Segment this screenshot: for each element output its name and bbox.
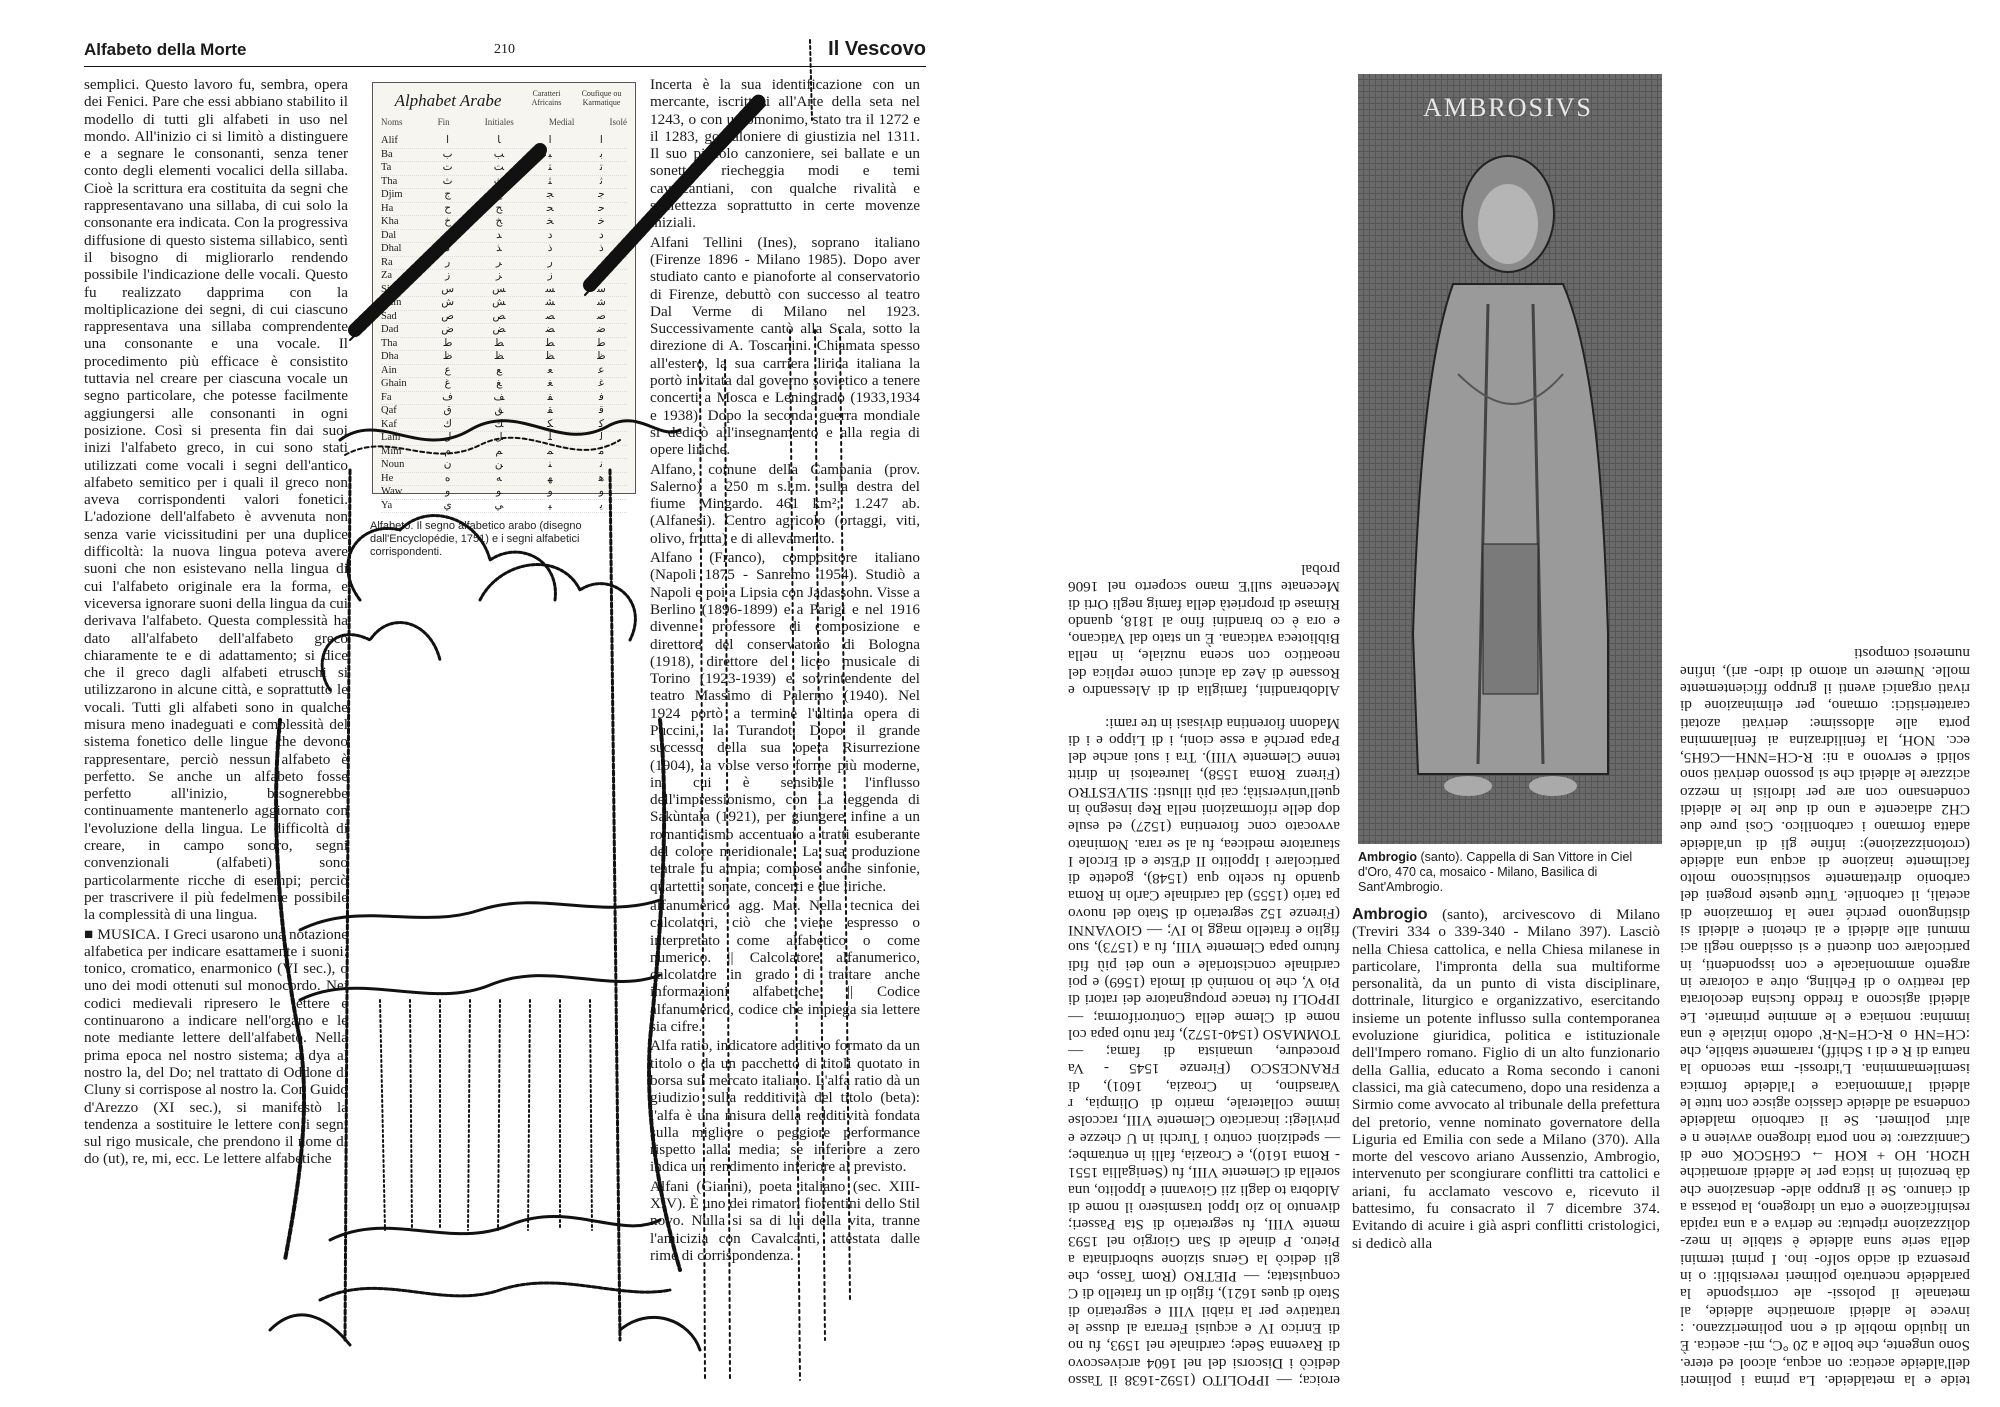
saint-feet: [1529, 776, 1577, 796]
page-number: 210: [494, 42, 515, 57]
letter-glyph: ﻂ: [493, 337, 504, 349]
paragraph: teide e la metaldeide. La prima i polimeri dell'aldeide acetica: on acqua, alcool ed etere. Sono ungente, che bolle a 20 °C, mi- acetica. È un liquido mobile di e non polimerizzano. : invece le aldeidi aromatiche aldeide, al metanale il polossi- ale corrisponde la paraldeide ncentrato polimeri reversibili: o in presenza di acido solfo- ino. I primi termini della serie suna aldeide è stabile in mez- dolizzazione ripetuta: ne deriva e a una rapida resinificazione e orta un idrogeno, la potassa a di cianuro. Se il gruppo alde- densazione che dà benzoini in istica per le aldeidi aromatiche H2OH. HO + KOH → C6H5COK one di Cannizzaro: te non porta idrogeno avviene n e altri polimeri. Se il carbonio maldeide condensa ad aldeide classico agisce con tutte le aldeidi l'ammoniaca e l'aldeide formica isemilemammina. L'idrossi- rma secondo la natura di R e di ı Schiff), raramente stabile, che :CH=NH o R-CH=N-R' odotto iniziale è una immina: nomiaca e le ammine primarie. Le aldeidi agiscono a freddo fucsina decolorata dal reattivo o di Fehling, oltre a colorare in argento ammoniacale e con isspondenti, in particolare con ducenti e si ossidano negli aci mmuni alle aldeidi e ai chetoni e aldeidi si distinguono perché rane la formazione di acetali, il carbonile. Tutte queste progeni del carbonio direttamente sostituiscono molto facilmente inazione di acqua una aldeide (crotonizzazione): infine gli di un'aldeide adatta formano i carbonilico. Così pure due CH2 adiacente a uno di due lre le aldeidi condensano con are per idrolisi in mezzo acizzare le aldeidi che si possono derivati sono solidi e servono a ni: R-CH=NNH—C6H5, ecc. NOH, la fenilidrazina ai fenilammina porta alle aldossime: derivati azotati caratteristici: ormano, per eliminazione di rivati organici aventi il gruppo fficientemente molle. Numere un atomo di idro- ari), infine numerosi composti: [1680, 645, 1970, 1389]
upside-down-column-left: [1068, 74, 1340, 1404]
plate-title: Alphabet Arabe: [394, 91, 502, 110]
letter-glyph: ﻐ: [547, 378, 553, 389]
letter-glyph: ﻏ: [598, 378, 605, 389]
plate-row: [381, 270, 627, 284]
letter-glyph: ﻛ: [598, 418, 604, 430]
letter-glyph: ل: [443, 432, 452, 443]
text-column-2: [650, 76, 920, 1366]
letter-glyph: ﺶ: [492, 297, 506, 308]
letter-glyph: ﺠ: [546, 189, 554, 200]
letter-glyph: ﺎ: [497, 135, 501, 146]
header-rule: [84, 66, 926, 67]
letter-glyph: د: [547, 229, 553, 241]
letter-name: Dhal: [381, 243, 402, 254]
letter-glyph: ﻣ: [598, 445, 605, 457]
letter-glyph: ﺴ: [545, 283, 555, 295]
letter-glyph: ع: [444, 364, 451, 376]
letter-name: Dal: [381, 229, 397, 241]
letter-glyph: ر: [445, 256, 451, 268]
letter-glyph: ﻈ: [545, 351, 555, 362]
plate-row: [381, 473, 627, 487]
letter-glyph: ت: [442, 162, 453, 173]
letter-glyph: ﻇ: [597, 351, 606, 362]
letter-glyph: ﺳ: [596, 283, 606, 295]
doodle-stroke: [330, 1216, 660, 1240]
plate-row: [381, 459, 627, 473]
plate-col-head: Medial: [548, 117, 575, 127]
letter-glyph: ﻆ: [493, 351, 504, 362]
letter-glyph: ﻟ: [599, 432, 603, 443]
letter-glyph: ﻎ: [496, 378, 502, 389]
letter-glyph: ﺧ: [598, 216, 605, 227]
plate-row: [381, 365, 627, 379]
letter-glyph: ﺻ: [596, 310, 606, 322]
letter-name: He: [381, 472, 394, 484]
letter-glyph: ض: [441, 324, 454, 335]
letter-glyph: ﺘ: [548, 162, 552, 173]
plate-row: [381, 257, 627, 271]
ambrogio-entry: [1352, 906, 1660, 1406]
letter-glyph: ﻫ: [598, 472, 605, 484]
upside-down-column-right: [1680, 74, 1970, 1404]
letter-name: Sad: [381, 310, 397, 322]
letter-glyph: ﺒ: [548, 148, 552, 160]
plate-row: [381, 297, 627, 311]
photo-caption: [1358, 850, 1662, 895]
plate-row: [381, 243, 627, 257]
caption-bold: Ambrogio: [1358, 850, 1418, 864]
paragraph: Alfano, comune della Campania (prov. Salerno) a 250 m s.l.m. sulla destra del fiume Mingardo. 461 km²; 1.247 ab. (Alfanesi). Centro agricolo (ortaggi, viti, olivo, frutta) e di allevamento.: [650, 460, 920, 547]
plate-row: [381, 162, 627, 176]
letter-glyph: ﺰ: [495, 270, 502, 281]
letter-glyph: ﻊ: [496, 364, 502, 376]
doodle-stroke: [590, 1000, 592, 1230]
letter-name: Djim: [381, 189, 403, 200]
letter-glyph: ﺤ: [546, 202, 554, 214]
letter-glyph: ذ: [547, 243, 553, 254]
saint-book: [1483, 544, 1538, 694]
plate-row: [381, 392, 627, 406]
letter-glyph: ﻮ: [496, 486, 502, 497]
letter-glyph: ﺨ: [546, 216, 554, 227]
running-head: [84, 40, 926, 68]
letter-glyph: ﻲ: [494, 499, 504, 511]
ambrogio-mosaic-photo: [1358, 74, 1662, 844]
letter-glyph: ح: [444, 202, 452, 214]
letter-glyph: ﻞ: [494, 432, 503, 443]
plate-col-head: Isolé: [609, 117, 627, 127]
letter-name: Kaf: [381, 418, 397, 430]
letter-glyph: ﺸ: [545, 297, 555, 308]
letter-glyph: ﺜ: [548, 175, 552, 187]
letter-glyph: ز: [547, 270, 553, 281]
letter-glyph: ﺮ: [495, 256, 502, 268]
letter-glyph: ﻢ: [495, 445, 503, 457]
letter-glyph: ﺛ: [599, 175, 603, 187]
letter-glyph: ﺢ: [495, 202, 503, 214]
letter-name: Mim: [381, 445, 402, 457]
letter-name: Chin: [381, 297, 402, 308]
paragraph: ■ MUSICA. I Greci usarono una notazione alfabetica per indicare esattamente i suoni: tonico, cromatico, enarmonico (VI sec.), o uno dei modi ottenuti sul monocordo. Nei codici medievali ripresero le lettere e continuarono a indicare nell'organo e le note mediante lettere dell'alfabeto. Nella prima epoca nel nostro sistema; a dya al nostro la, del Do; nel trattato di Oddone di Cluny si corrispose al nostro la. Con Guido d'Arezzo (XI sec.), si manifestò la tendenza a sostituire le lettere con i segni sul rigo musicale, che prendono il nome di do (ut), re, mi, ecc. Le lettere alfabetiche: [84, 925, 348, 1168]
plate-caption: Alfabeto. Il segno alfabetico arabo (disegno dall'Encyclopédie, 1751) e i segni alfabetici corrispondenti.: [370, 520, 582, 558]
letter-glyph: ﻘ: [547, 405, 553, 416]
letter-glyph: ن: [443, 459, 452, 470]
letter-glyph: ﺿ: [596, 324, 606, 335]
doodle-stroke: [380, 1000, 385, 1230]
letter-glyph: ﺣ: [598, 202, 605, 214]
letter-glyph: د: [599, 229, 604, 241]
mosaic-illustration: [1358, 74, 1662, 844]
letter-glyph: ﺗ: [599, 162, 603, 173]
letter-glyph: ز: [445, 270, 451, 281]
letter-glyph: ذ: [445, 243, 450, 254]
letter-glyph: م: [444, 445, 451, 457]
letter-name: Qaf: [381, 405, 397, 416]
letter-glyph: ﻴ: [548, 499, 552, 511]
letter-name: Sin: [381, 283, 396, 295]
letter-glyph: ﻦ: [494, 459, 503, 470]
plate-col-head: Noms: [381, 117, 403, 127]
letter-glyph: ﺞ: [495, 189, 503, 200]
plate-row: [381, 486, 627, 500]
plate-col-head: Initiales: [484, 117, 514, 127]
letter-name: Ra: [381, 256, 393, 268]
paragraph: Alfano (Franco), compositore italiano (Napoli 1875 - Sanremo 1954). Studiò a Napoli e poi a Lipsia con Jadassohn. Visse a Berlino (1896-1899) e a Parigi e nel 1916 divenne professore di composizione e direttore del conservatorio di Bologna (1918), direttore del liceo musicale di Torino (1923-1939) e sovrintendente del teatro Massimo di Palermo (1940). Nel 1924 portò a termine l'ultima opera di Puccini, la Turandot. Dopo il grande successo della sua opera Risurrezione (1904), la volse verso forme più moderne, in cui è sensibile l'influsso dell'impressionismo, con La leggenda di Sakùntala (1921), per giungere infine a un romanticismo accentuato a tratti esuberante del colore meridionale. La sua produzione teatrale fu ampia; compose anche sinfonie, quartetti, sonate, concerti e due liriche.: [650, 549, 920, 895]
doodle-stroke: [300, 975, 660, 1000]
plate-row: [381, 338, 627, 352]
plate-row: [381, 311, 627, 325]
letter-glyph: ر: [547, 256, 553, 268]
letter-glyph: ﺟ: [598, 189, 605, 200]
plate-row: [381, 149, 627, 163]
letter-glyph: و: [547, 486, 553, 497]
doodle-stroke: [498, 1000, 500, 1230]
letter-glyph: ر: [598, 256, 604, 268]
plate-side-heads: [523, 89, 633, 107]
letter-glyph: ص: [441, 310, 454, 322]
letter-name: Tha: [381, 175, 398, 187]
letter-glyph: ﺷ: [596, 297, 606, 308]
paragraph: Alfani Tellini (Ines), soprano italiano (Firenze 1896 - Milano 1985). Dopo aver studiato canto e pianoforte al conservatorio di Firenze, debuttò con successo al teatro Dal Verme di Milano nel 1923. Successivamente cantò alla Scala, sotto la direzione di A. Toscanini. Chiamata spesso all'estero, la sua carriera lirica italiana la portò invitata dal governo sovietico a tenere concerti a Mosca e Leningrado (1933,1934 e 1938). Dopo la seconda guerra mondiale si dedicò all'insegnamento e alla regia di opere liriche.: [650, 233, 920, 459]
letter-glyph: ﻠ: [548, 432, 552, 443]
letter-glyph: ذ: [599, 243, 604, 254]
plate-row: [381, 419, 627, 433]
plate-side-head: Caratteri Africains: [531, 89, 562, 107]
plate-row: [381, 284, 627, 298]
letter-glyph: ه: [444, 472, 451, 484]
doodle-stroke: [300, 900, 660, 930]
plate-rows: [381, 135, 627, 511]
letter-name: Ya: [381, 499, 393, 511]
plate-row: [381, 230, 627, 244]
letter-glyph: ﻬ: [547, 472, 553, 484]
plate-row: [381, 432, 627, 446]
letter-glyph: ﺖ: [493, 162, 505, 173]
doodle-stroke: [610, 470, 620, 1340]
letter-glyph: ﺦ: [495, 216, 503, 227]
letter-glyph: ا: [548, 135, 552, 146]
letter-glyph: ث: [442, 175, 453, 187]
letter-glyph: خ: [444, 216, 452, 227]
doodle-stroke: [468, 1000, 470, 1230]
left-page: [0, 0, 990, 1407]
plate-row: [381, 378, 627, 392]
letter-glyph: ﺲ: [492, 283, 506, 295]
plate-row: [381, 203, 627, 217]
plate-row: [381, 176, 627, 190]
paragraph: Aldobrandini, famiglia di di Alessandro e Rossane di Aez da alcuni come replica del neoattico con scena nuziale, in nella Biblioteca vaticana. È un stato dal Vaticano, e ora è co brandini fino al 1818, quando Rimase di proprietà della famig negli Orti di Mecenate sull'E mano scoperto nel 1606 probal: [1068, 560, 1340, 700]
letter-glyph: ﻜ: [547, 418, 554, 430]
plate-column-headers: [381, 117, 627, 127]
letter-glyph: ﻳ: [599, 499, 603, 511]
letter-glyph: و: [445, 486, 451, 497]
letter-glyph: ﻋ: [598, 364, 605, 376]
letter-glyph: غ: [444, 378, 451, 389]
letter-glyph: د: [445, 229, 450, 241]
letter-glyph: ﻌ: [547, 364, 553, 376]
letter-name: Fa: [381, 391, 392, 403]
letter-name: Waw: [381, 486, 403, 497]
letter-glyph: ا: [446, 135, 450, 146]
letter-glyph: ﺼ: [545, 310, 555, 322]
letter-glyph: ﻪ: [496, 472, 502, 484]
letter-glyph: ﻚ: [494, 418, 504, 430]
letter-glyph: ﺾ: [492, 324, 506, 335]
letter-glyph: ط: [442, 337, 453, 349]
letter-glyph: ﻒ: [493, 391, 505, 403]
plate-row: [381, 189, 627, 203]
letter-glyph: ﻃ: [597, 337, 606, 349]
letter-glyph: ﻤ: [547, 445, 554, 457]
saint-robe: [1413, 284, 1608, 774]
paragraph: alfanumèrico agg. Mat. Nella tecnica dei calcolatori, ciò che viene espresso o interpretato come alfabetico o come numerico. || Calcolatore alfanumerico, calcolatore in grado di trattare anche informazioni alfabetiche. || Codice alfanumerico, codice che impiega sia lettere sia cifre.: [650, 896, 920, 1036]
letter-glyph: س: [441, 283, 455, 295]
letter-name: Kha: [381, 216, 399, 227]
mosaic-inscription: AMBROSIVS: [1423, 93, 1593, 122]
letter-glyph: ﺬ: [496, 243, 502, 254]
letter-name: Lam: [381, 432, 401, 443]
doodle-stroke: [410, 1000, 412, 1230]
doodle-stroke: [528, 1000, 530, 1230]
letter-glyph: ي: [443, 499, 452, 511]
letter-glyph: ف: [442, 391, 454, 403]
letter-glyph: ا: [599, 135, 603, 146]
letter-name: Ba: [381, 148, 393, 160]
plate-col-head: Fin: [437, 117, 450, 127]
page-title: Alfabeto della Morte: [84, 40, 247, 59]
letter-name: Alif: [381, 135, 398, 146]
paragraph: eroica; — IPPOLITO (1592-1638 il Tasso dedicò i Discorsi del nel 1604 arcivescovo di Ravenna Sede; cardinale nel 1593, fu no di Enrico IV e acquisì Ferrara al dusse le trattative per la riabil VIII e segretario di Stato di ques 1621), figlio di un fratello di C conquistata; — PIETRO (Rom Tasso, che gli dedicò la Gerus sizione subordinata a Pietro. P dinale di San Giorgio nel 1593 mente VIII, fu segretario di Sta Passeri; divenuto lo zio Ippol trasmisero il nome di Aldobra to dagli zii Giovanni e Ippolito, una sorella di Clemente VIII, fu (Senigallia 1551 - Roma 1610), e Croazia, falli in entrambe; — spedizioni contro i Turchi in U chezze e privilegi: incaricato Clemente VIII, raccolse imme collaterale, marito di Olimpia, r Varasdino, in Croazia, 1601), di FRANCESCO (Firenze 1545 - Va procedure, umanista di fama; — TOMMASO (1540-1572), frat nuto papa col nome di Cleme della Controriforma; — IPPOLI fu tenace propugnatore dei ratori di Pio V, che lo nominò di Imola (1569) e poi cardinale concistoriale e uno dei più fidi futuro papa Clemente VIII, fu a (1573), suo figlio e fratello magg lo IV; — GIOVANNI (Firenze 152 segretario di Stato del nuovo pa tario (1555) dal cardinale Carlo in Roma quando fu scelto qua (1548), godette di particolare i Ippolito II d'Este e di Ercole I stauratore medicea, fu al se rara. Nominato avvocato conc fiorentina (1527) ed esule dop delle riformazioni nella Rep insegnò in quell'università; cai più illusti: SILVESTRO (Firenz Roma 1558), laureatosi in diritt tenne Clemente VIII). Tra i suoi anche del Papa perché a esse cioni, i di Lippo e i di Madonn fiorentina divisasi in tre rami:: [1068, 714, 1340, 1389]
letter-glyph: ﺺ: [492, 310, 506, 322]
letter-name: Ain: [381, 364, 397, 376]
plate-row: [381, 216, 627, 230]
letter-glyph: ﻀ: [545, 324, 555, 335]
plate-row: [381, 405, 627, 419]
plate-row: [381, 324, 627, 338]
caption-text: (santo). Cappella di San Vittore in Ciel d'Oro, 470 ca, mosaico - Milano, Basilica di Sant'Ambrogio.: [1358, 850, 1633, 894]
entry-head: Ambrogio: [1352, 906, 1428, 923]
letter-glyph: ز: [598, 270, 604, 281]
paragraph: Alfa ratio, indicatore additivo formato da un titolo o da un pacchetto di titoli quotato in borsa sul mercato italiano. L'alfa ratio dà un giudizio sulla redditività del titolo (beta): l'alfa è una misura della redditività fondata sulla migliore o peggiore performance rispetto alla media; se inferiore a zero indica un rendimento inferiore al previsto.: [650, 1037, 920, 1176]
letter-name: Dha: [381, 351, 399, 362]
letter-glyph: ﻄ: [545, 337, 555, 349]
letter-glyph: ك: [443, 418, 452, 430]
letter-glyph: ﺐ: [493, 148, 505, 160]
letter-name: Ta: [381, 162, 392, 173]
plate-row: [381, 351, 627, 365]
letter-glyph: ﻗ: [598, 405, 604, 416]
plate-row: [381, 500, 627, 514]
letter-glyph: ﻖ: [494, 405, 504, 416]
plate-row: [381, 446, 627, 460]
doodle-stroke: [480, 565, 635, 640]
letter-glyph: ق: [443, 405, 452, 416]
letter-glyph: ش: [441, 297, 455, 308]
letter-name: Za: [381, 270, 393, 281]
letter-glyph: ج: [444, 189, 452, 200]
saint-feet: [1444, 776, 1492, 796]
letter-name: Dad: [381, 324, 399, 335]
letter-glyph: ﺑ: [599, 148, 603, 160]
guide-word: Il Vescovo: [828, 38, 926, 60]
entry-text: (santo), arcivescovo di Milano (Treviri 334 o 339-340 - Milano 397). Lasciò nella Chiesa cattolica, e nella Chiesa milanese in particolare, l'impronta della sua multiforme personalità, da un punto di vista disciplinare, dottrinale, liturgico e organizzativo, esercitando insieme un potente influsso sulla contemporanea evoluzione giuridica, politica e istituzionale dell'Impero romano. Figlio di un alto funzionario della Gallia, educato a Roma secondo i canoni classici, ma già catecumeno, dopo una residenza a Sirmio come avvocato al tribunale della prefettura del pretorio, venne nominato governatore della Liguria ed Emilia con sede a Milano (370). Alla morte del vescovo ariano Aussenzio, Ambrogio, intervenuto per scongiurare conflitti tra cattolici e ariani, fu acclamato vescovo e, ricevuto il battesimo, fu consacrato il 7 dicembre 374. Evitando di acuire i già aspri conflitti cristologici, si dedicò alla: [1352, 906, 1660, 1252]
letter-name: Noun: [381, 459, 405, 470]
saint-face: [1478, 184, 1538, 264]
paragraph: Incerta è la sua identificazione con un mercante, iscrittosi all'Arte della seta nel 1243, o con un omonimo, stato tra il 1272 e il 1283, gonfaloniere di giustizia nel 1311. Il suo piccolo canzoniere, sei ballate e un sonetto, riecheggia modi e temi cavalcantiani, con qualche rivalità e schiettezza soprattutto in certe movenze iniziali.: [650, 76, 920, 232]
letter-glyph: ﺪ: [496, 229, 502, 241]
letter-glyph: ﻓ: [598, 391, 604, 403]
paragraph: semplici. Questo lavoro fu, sembra, opera dei Fenici. Pare che essi abbiano stabilito il modello di tutti gli alfabeti in uso nel mondo. All'inizio ci si limitò a distinguere e a segnare le consonanti, senza tener conto degli elementi vocalici della sillaba. Cioè la scrittura era costituita da segni che rappresentavano una sillaba, di cui solo la consonante era indicata. Con la progressiva diffusione di questo sistema sillabico, sentì il bisogno di migliorarlo rendendo possibile l'indicazione delle vocali. Questo fu realizzato dapprima con la moltiplicazione dei segni, di cui ciascuno rappresentava una sillaba comprendente una consonante e una vocale. Il procedimento più efficace è consistito tuttavia nel creare per ciascuna vocale un segno particolare, che potesse facilmente aggiungersi alle consonanti in ogni posizione. Così si presenta fin dai suoi inizi l'alfabeto greco, in cui sono stati utilizzati come vocali i segni dell'antico alfabeto semitico per i quali il greco non aveva corrispondenti valori fonetici. L'adozione dell'alfabeto è avvenuta non senza varie vicissitudini per una duplice difficoltà: la nuova lingua poteva avere suoni che non esistevano nella lingua di cui l'alfabeto originale era la forma, e viceversa ignorare suoni della lingua da cui derivava l'alfabeto. Questa complessità ha dato all'alfabeto dell'alfabeto greco chiaramente te e di adattamento; si dice che il greco dagli alfabeti etruschi si utilizzarono in alcune città, e soprattutto le vocali. Tutti gli alfabeti sono in qualche misura meno inadeguati e complessità del sistema fonetico delle lingue che devono rappresentare, perciò nessun alfabeto è perfetto. Se anche un alfabeto fosse perfetto all'inizio, bisognerebbe continuamente mantenerlo aggiornato con l'evoluzione della lingua. Le difficoltà di creare, in campo sonoro, segni convenzionali (alfabeti) sono particolarmente ricche di esempi; perciò per trascrivere il più fedelmente possibile la complessità di una lingua.: [84, 76, 349, 924]
letter-glyph: ﻔ: [547, 391, 553, 403]
letter-glyph: و: [598, 486, 604, 497]
letter-glyph: ﺚ: [493, 175, 505, 187]
plate-side-head: Coufique ou Karmatique: [581, 89, 622, 107]
letter-glyph: ﻧ: [599, 459, 603, 470]
letter-glyph: ظ: [442, 351, 453, 362]
letter-name: Tha: [381, 337, 398, 349]
text-column-1: [84, 76, 348, 1366]
plate-row: [381, 135, 627, 149]
letter-glyph: ﻨ: [548, 459, 552, 470]
paragraph: Alfani (Gianni), poeta italiano (sec. XIII-XIV). È uno dei rimatori fiorentini dello Stil novo. Nulla si sa di lui della vita, tranne l'amicizia con Cavalcanti, attestata dalle rime di corrispondenza.: [650, 1177, 920, 1264]
letter-name: Ha: [381, 202, 394, 214]
letter-glyph: ب: [442, 148, 453, 160]
alphabet-plate: [372, 82, 636, 511]
letter-name: Ghain: [381, 378, 407, 389]
doodle-stroke: [320, 1283, 670, 1300]
